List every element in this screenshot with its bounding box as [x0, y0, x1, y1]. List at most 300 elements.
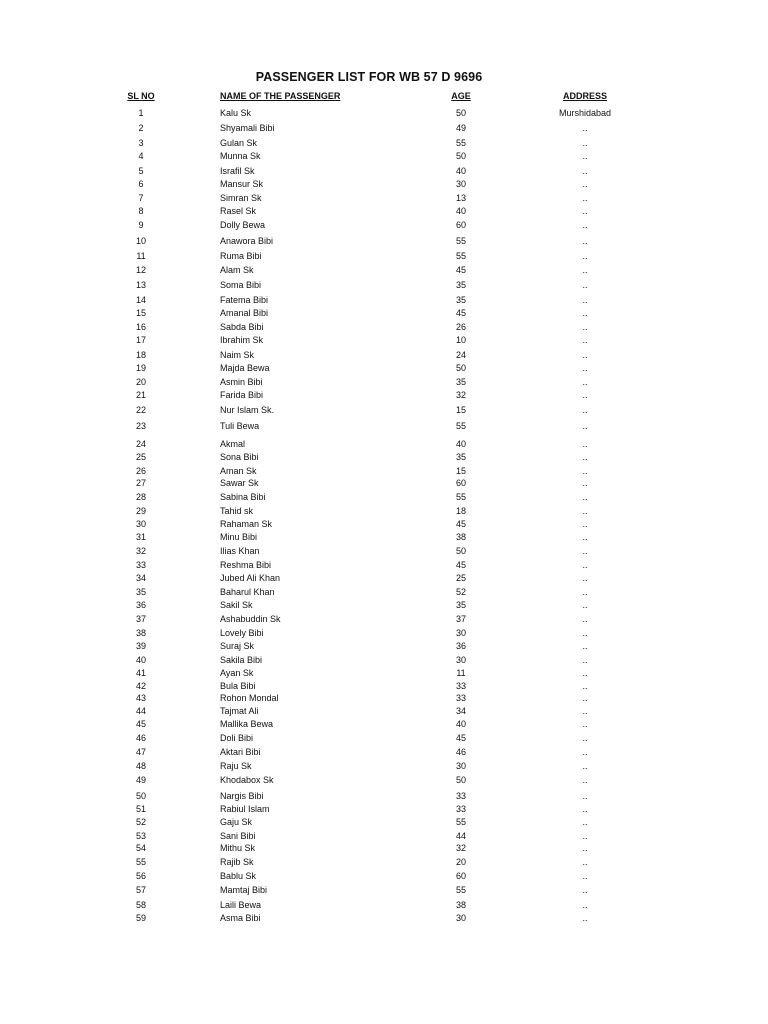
table-row — [0, 732, 768, 744]
passenger-name-cell: Ilias Khan — [220, 546, 260, 556]
table-row — [0, 420, 768, 432]
age-cell: 45 — [455, 265, 466, 275]
sl-no-cell: 14 — [135, 295, 146, 305]
sl-no-cell: 15 — [135, 308, 146, 318]
sl-no-cell: 1 — [138, 108, 144, 118]
passenger-name-cell: Sani Bibi — [220, 831, 256, 841]
address-cell: .. — [582, 668, 588, 678]
passenger-name-cell: Reshma Bibi — [220, 560, 272, 570]
address-cell: .. — [582, 628, 588, 638]
passenger-name-cell: Rahaman Sk — [220, 519, 273, 529]
age-cell: 38 — [455, 532, 466, 542]
sl-no-cell: 30 — [135, 519, 146, 529]
table-row — [0, 627, 768, 639]
sl-no-cell: 53 — [135, 831, 146, 841]
address-cell: .. — [582, 655, 588, 665]
address-cell: .. — [582, 791, 588, 801]
sl-no-cell: 12 — [135, 265, 146, 275]
passenger-name-cell: Israfil Sk — [220, 166, 255, 176]
table-row — [0, 376, 768, 388]
age-cell: 30 — [455, 179, 466, 189]
sl-no-cell: 41 — [135, 668, 146, 678]
table-row — [0, 545, 768, 557]
address-cell: .. — [582, 350, 588, 360]
passenger-name-cell: Rohon Mondal — [220, 693, 279, 703]
table-row — [0, 451, 768, 463]
table-row — [0, 518, 768, 530]
address-cell: .. — [582, 452, 588, 462]
address-cell: .. — [582, 747, 588, 757]
address-cell: .. — [582, 439, 588, 449]
passenger-name-cell: Aman Sk — [220, 466, 257, 476]
age-cell: 40 — [455, 719, 466, 729]
address-cell: .. — [582, 761, 588, 771]
address-cell: .. — [582, 478, 588, 488]
sl-no-cell: 19 — [135, 363, 146, 373]
table-row — [0, 559, 768, 571]
passenger-name-cell: Mamtaj Bibi — [220, 885, 268, 895]
document-title: PASSENGER LIST FOR WB 57 D 9696 — [255, 70, 483, 84]
address-cell: .. — [582, 151, 588, 161]
table-row — [0, 192, 768, 204]
age-cell: 33 — [455, 681, 466, 691]
passenger-name-cell: Asma Bibi — [220, 913, 261, 923]
table-row — [0, 899, 768, 911]
table-row — [0, 165, 768, 177]
sl-no-cell: 23 — [135, 421, 146, 431]
address-cell: .. — [582, 335, 588, 345]
sl-no-cell: 45 — [135, 719, 146, 729]
table-row — [0, 692, 768, 704]
passenger-name-cell: Doli Bibi — [220, 733, 254, 743]
age-cell: 25 — [455, 573, 466, 583]
table-row — [0, 654, 768, 666]
sl-no-cell: 35 — [135, 587, 146, 597]
passenger-name-cell: Tuli Bewa — [220, 421, 260, 431]
passenger-name-cell: Raju Sk — [220, 761, 252, 771]
sl-no-cell: 2 — [138, 123, 144, 133]
address-cell: .. — [582, 587, 588, 597]
address-cell: .. — [582, 871, 588, 881]
address-cell: .. — [582, 913, 588, 923]
age-cell: 33 — [455, 693, 466, 703]
passenger-name-cell: Majda Bewa — [220, 363, 270, 373]
address-cell: .. — [582, 857, 588, 867]
sl-no-cell: 9 — [138, 220, 144, 230]
passenger-name-cell: Nur Islam Sk. — [220, 405, 275, 415]
age-cell: 55 — [455, 492, 466, 502]
age-cell: 46 — [455, 747, 466, 757]
table-row — [0, 680, 768, 692]
passenger-name-cell: Aktari Bibi — [220, 747, 261, 757]
sl-no-cell: 21 — [135, 390, 146, 400]
passenger-name-cell: Ibrahim Sk — [220, 335, 264, 345]
table-row — [0, 250, 768, 262]
table-row — [0, 586, 768, 598]
table-row — [0, 667, 768, 679]
age-cell: 60 — [455, 220, 466, 230]
sl-no-cell: 49 — [135, 775, 146, 785]
age-cell: 50 — [455, 546, 466, 556]
passenger-name-cell: Jubed Ali Khan — [220, 573, 281, 583]
sl-no-cell: 52 — [135, 817, 146, 827]
address-cell: .. — [582, 573, 588, 583]
passenger-name-cell: Sawar Sk — [220, 478, 259, 488]
sl-no-cell: 22 — [135, 405, 146, 415]
address-cell: .. — [582, 377, 588, 387]
age-cell: 52 — [455, 587, 466, 597]
table-row — [0, 870, 768, 882]
sl-no-cell: 37 — [135, 614, 146, 624]
age-cell: 40 — [455, 439, 466, 449]
passenger-name-cell: Tajmat Ali — [220, 706, 259, 716]
age-cell: 37 — [455, 614, 466, 624]
table-row — [0, 279, 768, 291]
sl-no-cell: 24 — [135, 439, 146, 449]
table-row — [0, 235, 768, 247]
sl-no-cell: 57 — [135, 885, 146, 895]
sl-no-cell: 40 — [135, 655, 146, 665]
sl-no-cell: 20 — [135, 377, 146, 387]
passenger-name-cell: Nargis Bibi — [220, 791, 264, 801]
table-row — [0, 294, 768, 306]
address-cell: .. — [582, 560, 588, 570]
table-row — [0, 205, 768, 217]
sl-no-cell: 36 — [135, 600, 146, 610]
address-cell: .. — [582, 532, 588, 542]
table-row — [0, 264, 768, 276]
address-cell: .. — [582, 138, 588, 148]
age-cell: 35 — [455, 600, 466, 610]
sl-no-cell: 5 — [138, 166, 144, 176]
age-cell: 30 — [455, 628, 466, 638]
sl-no-cell: 34 — [135, 573, 146, 583]
table-row — [0, 884, 768, 896]
table-row — [0, 774, 768, 786]
address-cell: .. — [582, 295, 588, 305]
age-cell: 60 — [455, 871, 466, 881]
table-row — [0, 746, 768, 758]
address-cell: .. — [582, 775, 588, 785]
sl-no-cell: 48 — [135, 761, 146, 771]
age-cell: 55 — [455, 421, 466, 431]
sl-no-cell: 47 — [135, 747, 146, 757]
age-cell: 44 — [455, 831, 466, 841]
table-row — [0, 150, 768, 162]
header-sl-no: SL NO — [127, 91, 155, 101]
table-row — [0, 362, 768, 374]
passenger-name-cell: Rajib Sk — [220, 857, 254, 867]
sl-no-cell: 10 — [135, 236, 146, 246]
age-cell: 35 — [455, 377, 466, 387]
table-row — [0, 307, 768, 319]
sl-no-cell: 39 — [135, 641, 146, 651]
age-cell: 36 — [455, 641, 466, 651]
table-row — [0, 613, 768, 625]
sl-no-cell: 11 — [136, 251, 146, 261]
table-row — [0, 219, 768, 231]
passenger-name-cell: Ruma Bibi — [220, 251, 262, 261]
table-row — [0, 705, 768, 717]
age-cell: 10 — [455, 335, 466, 345]
address-cell: .. — [582, 831, 588, 841]
age-cell: 18 — [455, 506, 466, 516]
table-row — [0, 122, 768, 134]
address-cell: .. — [582, 322, 588, 332]
passenger-name-cell: Farida Bibi — [220, 390, 264, 400]
address-cell: .. — [582, 363, 588, 373]
address-cell: .. — [582, 421, 588, 431]
table-row — [0, 572, 768, 584]
sl-no-cell: 56 — [135, 871, 146, 881]
table-row — [0, 349, 768, 361]
age-cell: 45 — [455, 733, 466, 743]
sl-no-cell: 6 — [138, 179, 144, 189]
address-cell: .. — [582, 466, 588, 476]
age-cell: 32 — [455, 390, 466, 400]
table-row — [0, 477, 768, 489]
address-cell: .. — [582, 220, 588, 230]
table-row — [0, 491, 768, 503]
address-cell: .. — [582, 900, 588, 910]
address-cell: .. — [582, 519, 588, 529]
table-row — [0, 465, 768, 477]
table-row — [0, 505, 768, 517]
age-cell: 34 — [455, 706, 466, 716]
sl-no-cell: 58 — [135, 900, 146, 910]
passenger-name-cell: Naim Sk — [220, 350, 255, 360]
passenger-name-cell: Bablu Sk — [220, 871, 257, 881]
table-row — [0, 790, 768, 802]
passenger-name-cell: Ayan Sk — [220, 668, 254, 678]
address-cell: .. — [582, 166, 588, 176]
age-cell: 35 — [455, 295, 466, 305]
age-cell: 49 — [455, 123, 466, 133]
age-cell: 33 — [455, 804, 466, 814]
age-cell: 45 — [455, 519, 466, 529]
age-cell: 15 — [455, 466, 466, 476]
address-cell: .. — [582, 843, 588, 853]
passenger-name-cell: Simran Sk — [220, 193, 262, 203]
address-cell: .. — [582, 614, 588, 624]
age-cell: 55 — [455, 236, 466, 246]
table-row — [0, 438, 768, 450]
passenger-name-cell: Soma Bibi — [220, 280, 262, 290]
passenger-name-cell: Mallika Bewa — [220, 719, 274, 729]
passenger-name-cell: Kalu Sk — [220, 108, 252, 118]
address-cell: .. — [582, 265, 588, 275]
passenger-name-cell: Mithu Sk — [220, 843, 256, 853]
passenger-name-cell: Rabiul Islam — [220, 804, 270, 814]
sl-no-cell: 17 — [135, 335, 146, 345]
table-row — [0, 718, 768, 730]
address-cell: .. — [582, 308, 588, 318]
age-cell: 13 — [455, 193, 466, 203]
sl-no-cell: 4 — [138, 151, 144, 161]
address-cell: .. — [582, 641, 588, 651]
table-row — [0, 830, 768, 842]
passenger-name-cell: Rasel Sk — [220, 206, 257, 216]
table-row — [0, 803, 768, 815]
address-cell: .. — [582, 681, 588, 691]
table-row — [0, 321, 768, 333]
address-cell: .. — [582, 706, 588, 716]
sl-no-cell: 25 — [135, 452, 146, 462]
passenger-name-cell: Dolly Bewa — [220, 220, 266, 230]
passenger-name-cell: Khodabox Sk — [220, 775, 274, 785]
age-cell: 55 — [455, 817, 466, 827]
passenger-name-cell: Gaju Sk — [220, 817, 253, 827]
age-cell: 30 — [455, 913, 466, 923]
age-cell: 40 — [455, 206, 466, 216]
address-cell: .. — [582, 390, 588, 400]
age-cell: 55 — [455, 251, 466, 261]
sl-no-cell: 51 — [135, 804, 146, 814]
age-cell: 50 — [455, 151, 466, 161]
passenger-name-cell: Suraj Sk — [220, 641, 255, 651]
table-row — [0, 531, 768, 543]
sl-no-cell: 31 — [135, 532, 146, 542]
table-row — [0, 107, 768, 119]
table-row — [0, 334, 768, 346]
address-cell: .. — [582, 817, 588, 827]
passenger-name-cell: Ashabuddin Sk — [220, 614, 281, 624]
age-cell: 35 — [455, 452, 466, 462]
address-cell: .. — [582, 546, 588, 556]
age-cell: 30 — [455, 761, 466, 771]
sl-no-cell: 8 — [138, 206, 144, 216]
age-cell: 35 — [455, 280, 466, 290]
address-cell: .. — [582, 506, 588, 516]
address-cell: .. — [582, 236, 588, 246]
passenger-name-cell: Fatema Bibi — [220, 295, 269, 305]
address-cell: Murshidabad — [558, 108, 612, 118]
sl-no-cell: 42 — [135, 681, 146, 691]
passenger-name-cell: Minu Bibi — [220, 532, 258, 542]
sl-no-cell: 7 — [138, 193, 144, 203]
address-cell: .. — [582, 719, 588, 729]
passenger-name-cell: Tahid sk — [220, 506, 254, 516]
age-cell: 24 — [455, 350, 466, 360]
age-cell: 45 — [455, 560, 466, 570]
passenger-name-cell: Gulan Sk — [220, 138, 258, 148]
age-cell: 40 — [455, 166, 466, 176]
address-cell: .. — [582, 405, 588, 415]
sl-no-cell: 32 — [135, 546, 146, 556]
sl-no-cell: 54 — [135, 843, 146, 853]
address-cell: .. — [582, 804, 588, 814]
passenger-name-cell: Lovely Bibi — [220, 628, 264, 638]
table-row — [0, 599, 768, 611]
age-cell: 60 — [455, 478, 466, 488]
passenger-name-cell: Sabina Bibi — [220, 492, 266, 502]
age-cell: 11 — [456, 668, 466, 678]
sl-no-cell: 28 — [135, 492, 146, 502]
address-cell: .. — [582, 885, 588, 895]
sl-no-cell: 18 — [135, 350, 146, 360]
sl-no-cell: 50 — [135, 791, 146, 801]
table-row — [0, 816, 768, 828]
address-cell: .. — [582, 492, 588, 502]
passenger-name-cell: Laili Bewa — [220, 900, 262, 910]
passenger-name-cell: Akmal — [220, 439, 246, 449]
passenger-name-cell: Sakil Sk — [220, 600, 253, 610]
passenger-name-cell: Sona Bibi — [220, 452, 259, 462]
address-cell: .. — [582, 193, 588, 203]
table-row — [0, 640, 768, 652]
address-cell: .. — [582, 733, 588, 743]
passenger-name-cell: Asmin Bibi — [220, 377, 263, 387]
sl-no-cell: 46 — [135, 733, 146, 743]
sl-no-cell: 27 — [135, 478, 146, 488]
age-cell: 38 — [455, 900, 466, 910]
age-cell: 20 — [455, 857, 466, 867]
passenger-name-cell: Mansur Sk — [220, 179, 264, 189]
passenger-name-cell: Amanal Bibi — [220, 308, 269, 318]
header-age: AGE — [451, 91, 471, 101]
sl-no-cell: 38 — [135, 628, 146, 638]
address-cell: .. — [582, 179, 588, 189]
age-cell: 26 — [455, 322, 466, 332]
age-cell: 55 — [455, 885, 466, 895]
sl-no-cell: 33 — [135, 560, 146, 570]
address-cell: .. — [582, 693, 588, 703]
passenger-name-cell: Munna Sk — [220, 151, 261, 161]
address-cell: .. — [582, 280, 588, 290]
sl-no-cell: 55 — [135, 857, 146, 867]
table-row — [0, 404, 768, 416]
table-row — [0, 760, 768, 772]
passenger-name-cell: Alam Sk — [220, 265, 254, 275]
age-cell: 50 — [455, 775, 466, 785]
table-row — [0, 389, 768, 401]
passenger-name-cell: Baharul Khan — [220, 587, 275, 597]
address-cell: .. — [582, 123, 588, 133]
address-cell: .. — [582, 206, 588, 216]
header-address: ADDRESS — [562, 91, 607, 101]
address-cell: .. — [582, 600, 588, 610]
age-cell: 45 — [455, 308, 466, 318]
address-cell: .. — [582, 251, 588, 261]
header-passenger-name: NAME OF THE PASSENGER — [220, 91, 341, 101]
passenger-name-cell: Sakila Bibi — [220, 655, 263, 665]
sl-no-cell: 16 — [135, 322, 146, 332]
table-row — [0, 912, 768, 924]
table-row — [0, 856, 768, 868]
passenger-name-cell: Shyamali Bibi — [220, 123, 275, 133]
table-row — [0, 137, 768, 149]
sl-no-cell: 43 — [135, 693, 146, 703]
sl-no-cell: 29 — [135, 506, 146, 516]
passenger-name-cell: Sabda Bibi — [220, 322, 264, 332]
age-cell: 15 — [455, 405, 466, 415]
age-cell: 55 — [455, 138, 466, 148]
age-cell: 50 — [455, 108, 466, 118]
sl-no-cell: 26 — [135, 466, 146, 476]
age-cell: 32 — [455, 843, 466, 853]
age-cell: 50 — [455, 363, 466, 373]
table-row — [0, 178, 768, 190]
sl-no-cell: 44 — [135, 706, 146, 716]
age-cell: 33 — [455, 791, 466, 801]
table-row — [0, 842, 768, 854]
age-cell: 30 — [455, 655, 466, 665]
passenger-name-cell: Anawora Bibi — [220, 236, 274, 246]
sl-no-cell: 59 — [135, 913, 146, 923]
sl-no-cell: 13 — [135, 280, 146, 290]
passenger-name-cell: Bula Bibi — [220, 681, 256, 691]
sl-no-cell: 3 — [138, 138, 144, 148]
